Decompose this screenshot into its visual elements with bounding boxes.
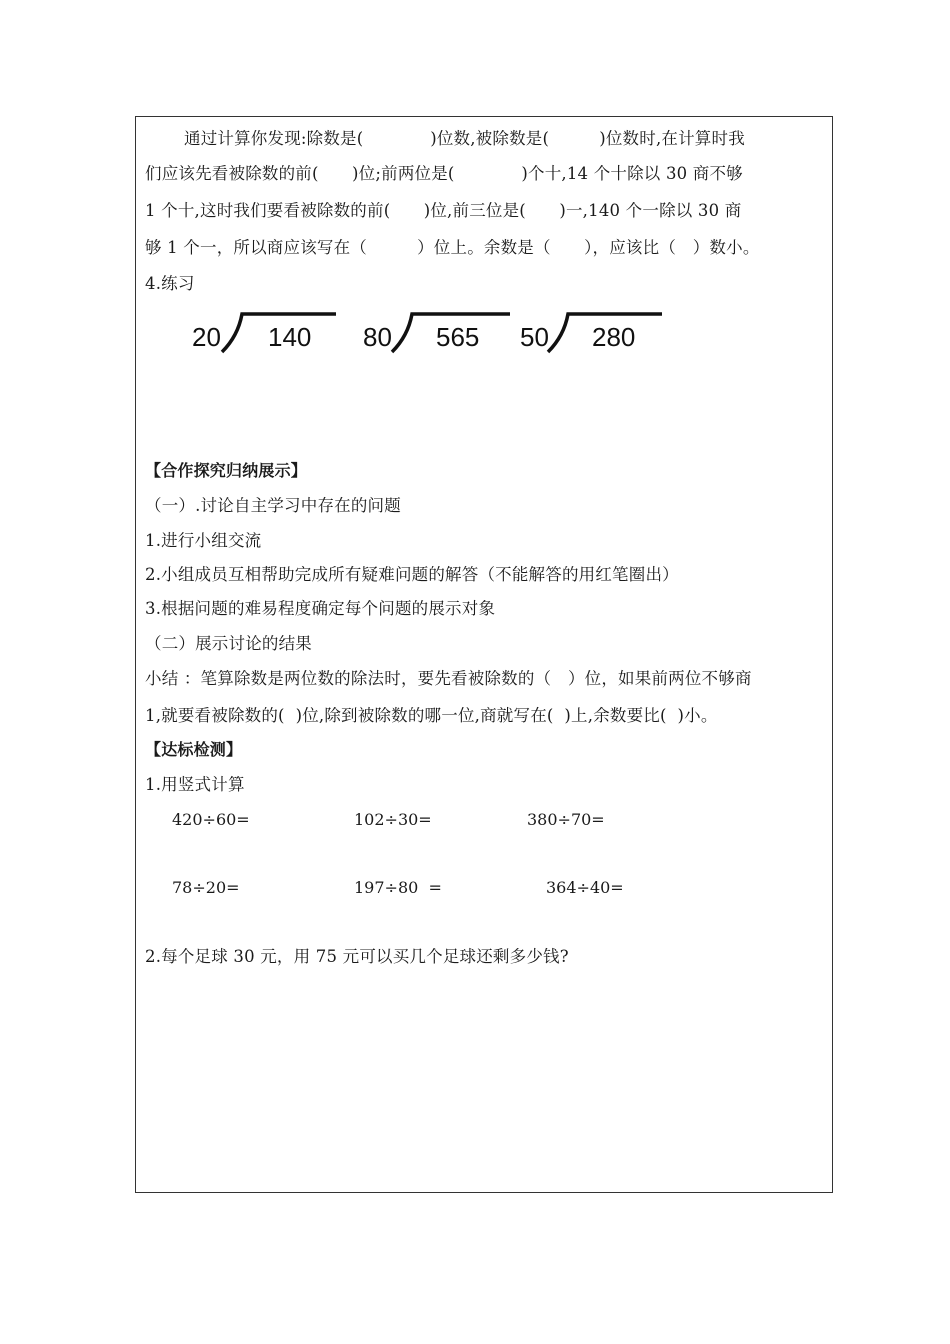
coop-item-2: 2.小组成员互相帮助完成所有疑难问题的解答（不能解答的用红笔圈出）: [145, 565, 679, 584]
dividend-1: 140: [268, 322, 312, 352]
discovery-line-3: 1 个十,这时我们要看被除数的前( )位,前三位是( )一,140 个一除以 30 商: [145, 201, 742, 220]
calc-item: 380÷70=: [527, 810, 605, 829]
test-question-2: 2.每个足球 30 元，用 75 元可以买几个足球还剩多少钱?: [145, 947, 569, 966]
test-heading: 【达标检测】: [145, 740, 243, 759]
discovery-line-4: 够 1 个一，所以商应该写在（ ）位上。余数是（ ），应该比（ ）数小。: [145, 238, 760, 257]
division-problem-2: [363, 314, 510, 352]
coop-part-2: （二）展示讨论的结果: [145, 634, 312, 653]
calc-item: 197÷80 =: [354, 878, 442, 897]
calc-item: 102÷30=: [354, 810, 432, 829]
calc-item: 78÷20=: [172, 878, 240, 897]
division-problem-3: [520, 314, 662, 352]
divisor-1: 20: [192, 322, 221, 352]
summary-line-2: 1,就要看被除数的( )位,除到被除数的哪一位,商就写在( )上,余数要比( )小。: [145, 706, 718, 725]
coop-item-3: 3.根据问题的难易程度确定每个问题的展示对象: [145, 599, 496, 618]
divisor-3: 50: [520, 322, 549, 352]
test-question-1: 1.用竖式计算: [145, 775, 245, 794]
coop-part-1: （一）.讨论自主学习中存在的问题: [145, 496, 401, 515]
long-division-problems: [180, 306, 680, 366]
dividend-2: 565: [436, 322, 480, 352]
divisor-2: 80: [363, 322, 392, 352]
coop-heading: 【合作探究归纳展示】: [145, 461, 308, 480]
summary-line-1: 小结 ：笔算除数是两位数的除法时，要先看被除数的（ ）位，如果前两位不够商: [145, 669, 752, 688]
discovery-line-2: 们应该先看被除数的前( )位;前两位是( )个十,14 个十除以 30 商不够: [145, 164, 743, 183]
calc-item: 364÷40=: [546, 878, 624, 897]
discovery-line-1: 通过计算你发现:除数是( )位数,被除数是( )位数时,在计算时我: [184, 129, 745, 148]
calc-item: 420÷60=: [172, 810, 250, 829]
dividend-3: 280: [592, 322, 636, 352]
coop-item-1: 1.进行小组交流: [145, 531, 262, 550]
practice-label: 4.练习: [145, 274, 195, 293]
division-problem-1: [192, 314, 336, 352]
